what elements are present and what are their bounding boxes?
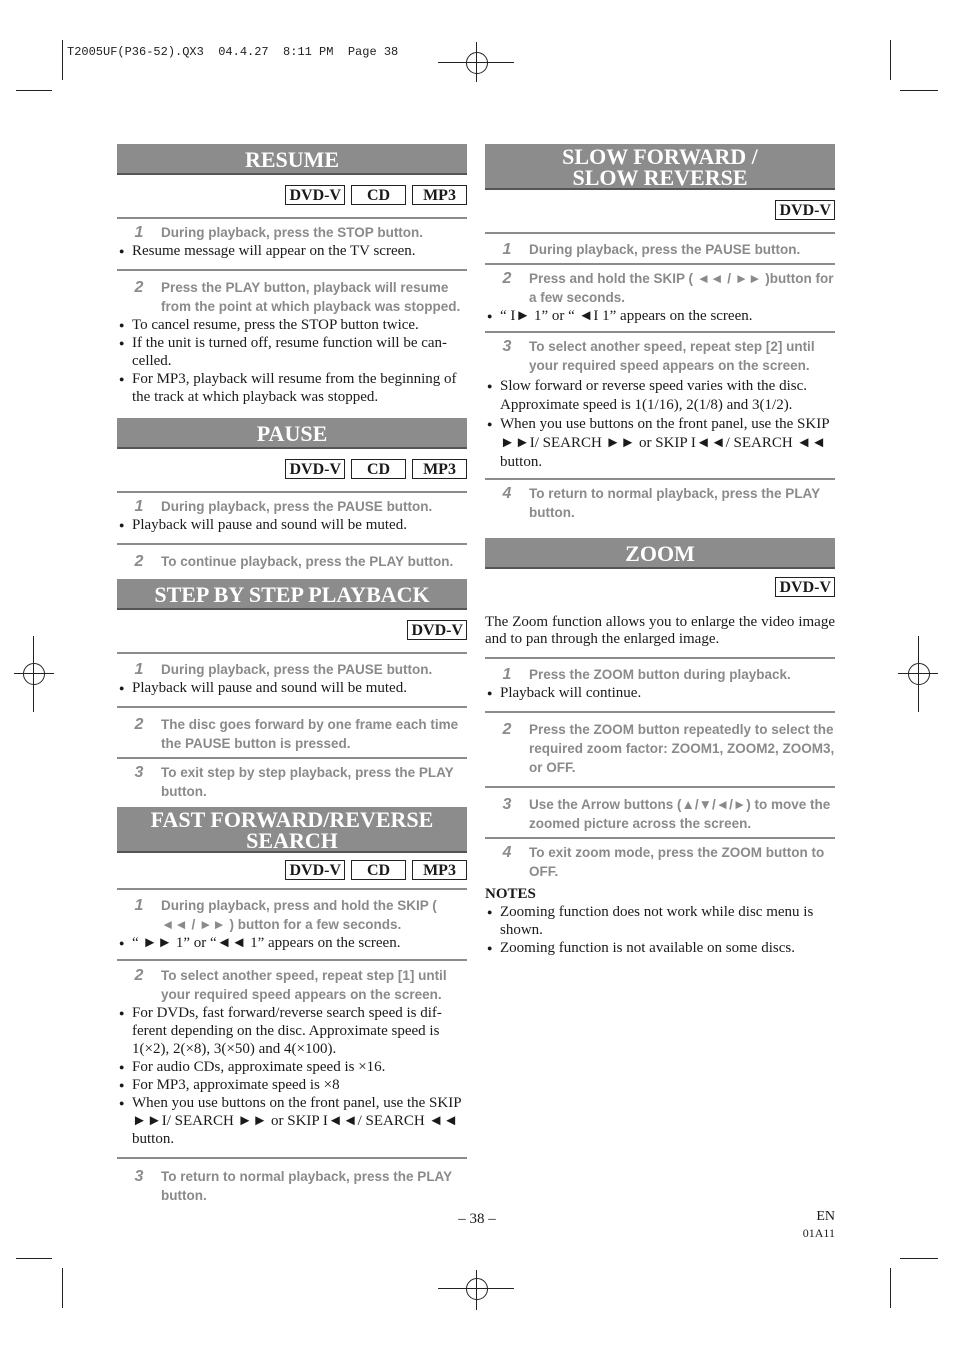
fast-search-title: FAST FORWARD/REVERSE SEARCH	[117, 807, 467, 853]
pause-step-2: 2 To continue playback, press the PLAY button.	[134, 553, 454, 570]
badge-mp3: MP3	[412, 459, 467, 479]
zoom-step-3: 3 Use the Arrow buttons (▲/▼/◄/►) to move the zoomed picture across the screen.	[502, 796, 831, 831]
print-header: T2005UF(P36-52).QX3 04.4.27 8:11 PM Page 38	[67, 45, 399, 59]
notes-heading: NOTES	[485, 886, 536, 902]
slow-step-3: 3 To select another speed, repeat step [2] until your required speed appears on the screen.	[502, 338, 815, 373]
step-playback-step-1: 1 During playback, press the PAUSE button.	[134, 661, 433, 678]
zoom-badges	[485, 577, 835, 599]
resume-step-2: 2 Press the PLAY button, playback will resume from the point at which playback was stopped.	[134, 279, 461, 314]
badge-cd: CD	[351, 185, 406, 205]
list-item: ● Slow forward or reverse speed varies with the disc. Approximate speed is 1(1/16), 2(1/8) and 3(1/2).	[485, 377, 835, 415]
list-item: ● For MP3, approximate speed is ×8	[117, 1076, 467, 1094]
left-column	[117, 144, 467, 1205]
list-item: ● Resume message will appear on the TV screen.	[117, 242, 467, 260]
zoom-section	[485, 538, 835, 957]
list-item: ● For audio CDs, approximate speed is ×16.	[117, 1058, 467, 1076]
slow-bullets-2	[485, 307, 835, 325]
resume-section	[117, 144, 467, 406]
badge-cd: CD	[351, 860, 406, 880]
badge-dvd: DVD-V	[285, 185, 345, 205]
pause-section	[117, 418, 467, 571]
zoom-bullets-1	[485, 684, 835, 702]
footer-codes	[780, 1209, 835, 1241]
slow-step-2: 2 Press and hold the SKIP ( ◄◄ / ►► )button for a few seconds.	[502, 270, 834, 305]
fast-search-step-1: 1 During playback, press and hold the SKIP ( ◄◄ / ►► ) button for a few seconds.	[134, 897, 437, 932]
list-item: ● Playback will pause and sound will be muted.	[117, 516, 467, 534]
step-playback-badges	[117, 620, 467, 642]
zoom-intro: The Zoom function allows you to enlarge the video image and to pan through the enlarged image.	[485, 614, 835, 647]
badge-dvd: DVD-V	[407, 620, 467, 640]
fast-search-section	[117, 807, 467, 1205]
list-item: ● “ I► 1” or “ ◄I 1” appears on the screen.	[485, 307, 835, 325]
zoom-step-1: 1 Press the ZOOM button during playback.	[502, 666, 791, 683]
zoom-step-4: 4 To exit zoom mode, press the ZOOM button to OFF.	[502, 844, 825, 879]
fast-search-badges	[117, 860, 467, 882]
fast-search-bullets-2	[117, 1004, 467, 1148]
page-number: – 38 –	[458, 1211, 496, 1227]
resume-bullets-1	[117, 242, 467, 260]
list-item: ● If the unit is turned off, resume function will be can-celled.	[117, 334, 467, 370]
pause-title: PAUSE	[117, 418, 467, 449]
slow-section	[485, 144, 835, 522]
step-playback-step-3: 3 To exit step by step playback, press the PLAY button.	[134, 764, 454, 799]
resume-bullets-2	[117, 316, 467, 406]
list-item: ● To cancel resume, press the STOP button twice.	[117, 316, 467, 334]
list-item: ● Zooming function does not work while disc menu is shown.	[485, 903, 835, 939]
list-item: ● Zooming function is not available on some discs.	[485, 939, 835, 957]
resume-step-1: 1 During playback, press the STOP button.	[134, 224, 424, 241]
pause-badges	[117, 459, 467, 481]
slow-step-1: 1 During playback, press the PAUSE button.	[502, 241, 801, 258]
step-playback-step-2: 2 The disc goes forward by one frame each time the PAUSE button is pressed.	[134, 716, 459, 751]
badge-dvd: DVD-V	[285, 459, 345, 479]
list-item: ● Playback will pause and sound will be muted.	[117, 679, 467, 697]
slow-title: SLOW FORWARD / SLOW REVERSE	[485, 144, 835, 190]
pause-step-1: 1 During playback, press the PAUSE button.	[134, 498, 433, 515]
badge-dvd: DVD-V	[775, 200, 835, 220]
badge-cd: CD	[351, 459, 406, 479]
slow-step-4: 4 To return to normal playback, press the PLAY button.	[502, 485, 820, 520]
badge-mp3: MP3	[412, 860, 467, 880]
fast-search-step-2: 2 To select another speed, repeat step [1] until your required speed appears on the screen.	[134, 967, 447, 1002]
zoom-title: ZOOM	[485, 538, 835, 569]
fast-search-bullets-1	[117, 934, 467, 952]
language-code: EN	[816, 1209, 835, 1224]
zoom-step-2: 2 Press the ZOOM button repeatedly to select the required zoom factor: ZOOM1, ZOOM2, ZOOM3, or OFF.	[502, 721, 835, 775]
model-code: 01A11	[802, 1226, 835, 1240]
list-item: ● For DVDs, fast forward/reverse search speed is dif-ferent depending on the disc. Approximate speed is 1(×2), 2(×8), 3(×50) and 4(×100).	[117, 1004, 467, 1058]
resume-title: RESUME	[117, 144, 467, 175]
list-item: ● When you use buttons on the front panel, use the SKIP ►►I/ SEARCH ►► or SKIP I◄◄/ SEARCH ◄◄ button.	[117, 1094, 467, 1148]
right-column	[485, 144, 835, 957]
step-playback-section	[117, 579, 467, 801]
fast-search-step-3: 3 To return to normal playback, press the PLAY button.	[134, 1168, 452, 1203]
badge-dvd: DVD-V	[775, 577, 835, 597]
list-item: ● For MP3, playback will resume from the beginning of the track at which playback was stopped.	[117, 370, 467, 406]
list-item: ● “ ►► 1” or “◄◄ 1” appears on the screen.	[117, 934, 467, 952]
pause-bullets-1	[117, 516, 467, 534]
slow-badges	[485, 200, 835, 222]
zoom-notes	[485, 903, 835, 957]
step-playback-bullets-1	[117, 679, 467, 697]
list-item: ● Playback will continue.	[485, 684, 835, 702]
list-item: ● When you use buttons on the front panel, use the SKIP ►►I/ SEARCH ►► or SKIP I◄◄/ SEARCH ◄◄ button.	[485, 415, 835, 472]
resume-badges	[117, 185, 467, 207]
step-playback-title: STEP BY STEP PLAYBACK	[117, 579, 467, 610]
badge-dvd: DVD-V	[285, 860, 345, 880]
slow-bullets-3	[485, 377, 835, 472]
badge-mp3: MP3	[412, 185, 467, 205]
